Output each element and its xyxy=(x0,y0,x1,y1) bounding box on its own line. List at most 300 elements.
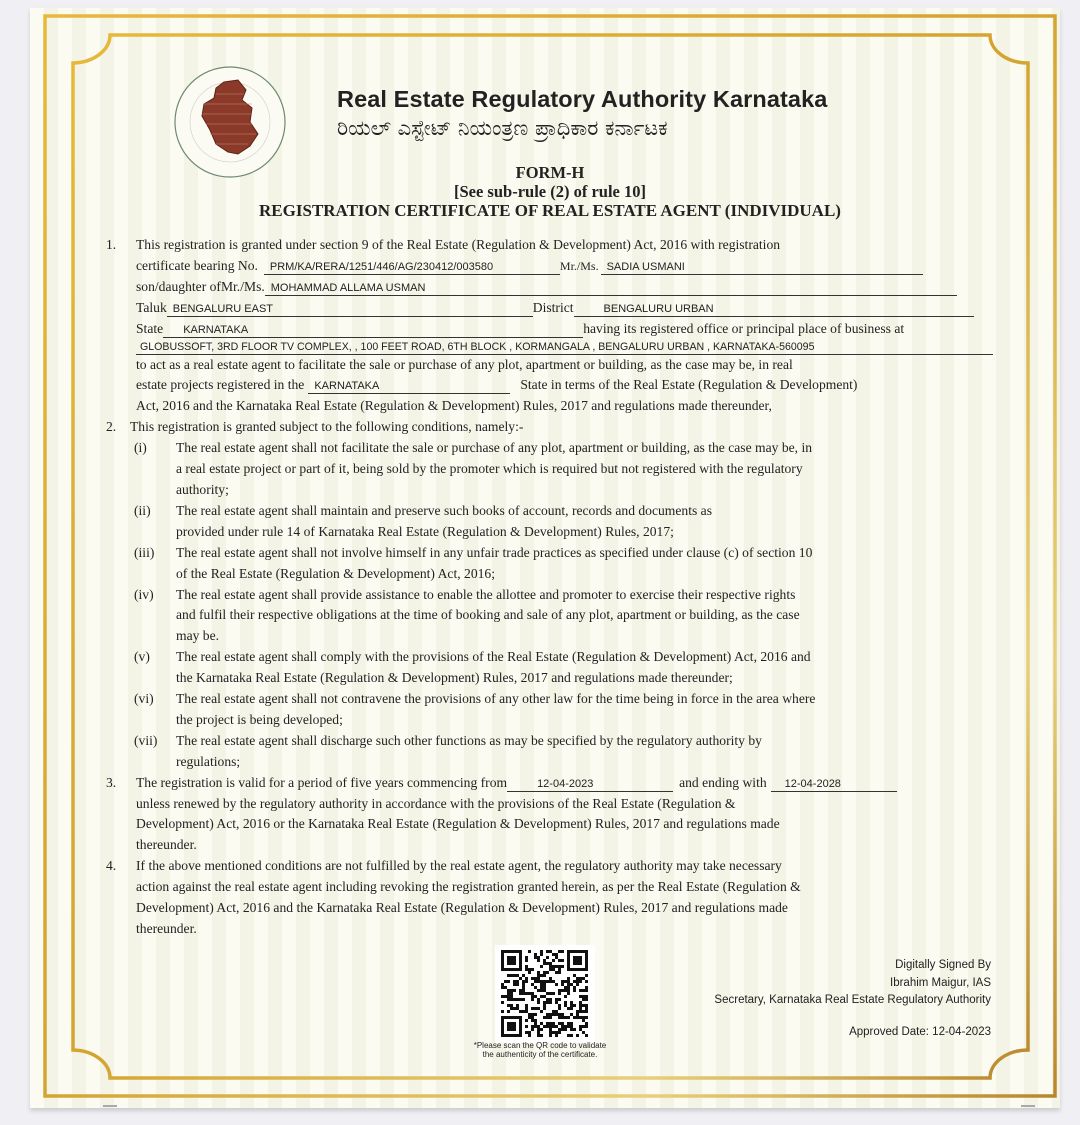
qr-module xyxy=(585,974,588,977)
certificate-title: REGISTRATION CERTIFICATE OF REAL ESTATE AGENT (INDIVIDUAL) xyxy=(259,201,841,220)
text-line: to act as a real estate agent to facilitate the sale or purchase of any plot, apartment or building, as the case may be, in real xyxy=(136,356,793,372)
district-field: BENGALURU URBAN xyxy=(574,302,974,317)
qr-module xyxy=(561,1013,564,1016)
qr-module xyxy=(507,980,510,983)
qr-module xyxy=(570,1007,573,1010)
qr-module xyxy=(546,1016,549,1019)
qr-module xyxy=(549,977,552,980)
qr-module xyxy=(540,980,543,983)
qr-module xyxy=(564,1016,567,1019)
qr-module xyxy=(555,965,558,968)
qr-module xyxy=(534,977,537,980)
qr-module xyxy=(504,995,507,998)
form-label: FORM-H xyxy=(515,163,585,182)
qr-module xyxy=(510,1007,513,1010)
qr-module xyxy=(543,983,546,986)
qr-module xyxy=(534,980,537,983)
qr-module xyxy=(555,998,558,1001)
label: State xyxy=(136,320,164,336)
qr-module xyxy=(555,1031,558,1034)
qr-module xyxy=(549,965,552,968)
condition-line xyxy=(106,731,996,752)
qr-module xyxy=(525,1010,528,1013)
qr-module xyxy=(555,956,558,959)
qr-module xyxy=(558,1016,561,1019)
qr-module xyxy=(525,1019,528,1022)
qr-module xyxy=(537,1001,540,1004)
qr-module xyxy=(579,995,582,998)
qr-module xyxy=(510,998,513,1001)
qr-module xyxy=(534,1019,537,1022)
org-name-kannada: ರಿಯಲ್ ಎಸ್ಟೇಟ್ ನಿಯಂತ್ರಣ ಪ್ರಾಧಿಕಾರ ಕರ್ನಾಟಕ xyxy=(337,116,668,140)
qr-module xyxy=(543,989,546,992)
qr-module xyxy=(549,962,552,965)
qr-module xyxy=(540,986,543,989)
qr-module xyxy=(567,1007,570,1010)
qr-module xyxy=(540,1022,543,1025)
qr-module xyxy=(501,995,504,998)
qr-module xyxy=(579,1016,582,1019)
condition-line xyxy=(106,668,996,689)
qr-module xyxy=(573,1016,576,1019)
qr-module xyxy=(531,1025,534,1028)
label: District xyxy=(532,299,574,315)
qr-module xyxy=(525,977,528,980)
qr-module xyxy=(546,950,549,953)
label: son/daughter ofMr./Ms. xyxy=(136,278,265,294)
qr-module xyxy=(510,1004,513,1007)
condition-text: the project is being developed; xyxy=(176,711,343,727)
projects-state-field: KARNATAKA xyxy=(308,379,510,394)
qr-module xyxy=(537,974,540,977)
qr-module xyxy=(552,959,555,962)
qr-module xyxy=(513,998,516,1001)
label: Taluk xyxy=(136,299,167,315)
label: and ending with xyxy=(679,774,767,790)
qr-module xyxy=(561,1016,564,1019)
condition-text: provided under rule 14 of Karnataka Real Estate (Regulation & Development) Rules, 2017; xyxy=(176,523,674,539)
qr-module xyxy=(558,998,561,1001)
qr-module xyxy=(558,971,561,974)
qr-module xyxy=(543,1007,546,1010)
qr-module xyxy=(573,986,576,989)
qr-module xyxy=(579,1001,582,1004)
qr-module xyxy=(564,995,567,998)
parent-name-field: MOHAMMAD ALLAMA USMAN xyxy=(265,281,957,296)
condition-text: The real estate agent shall not facilitate the sale or purchase of any plot, apartment or building, as the case may be, in xyxy=(176,440,813,456)
qr-module xyxy=(513,974,516,977)
condition-number: (vii) xyxy=(134,732,158,748)
condition-line xyxy=(106,522,996,543)
condition-line xyxy=(106,605,996,626)
qr-module xyxy=(546,962,549,965)
qr-module xyxy=(567,1022,570,1025)
qr-module xyxy=(564,980,567,983)
qr-module xyxy=(549,950,552,953)
qr-module xyxy=(540,974,543,977)
qr-module xyxy=(567,989,570,992)
qr-module xyxy=(543,971,546,974)
qr-module xyxy=(528,971,531,974)
qr-module xyxy=(507,1004,510,1007)
section-number: 2. xyxy=(106,419,117,435)
qr-module xyxy=(504,986,507,989)
qr-module xyxy=(540,965,543,968)
qr-module xyxy=(516,1007,519,1010)
org-name-english: Real Estate Regulatory Authority Karnataka xyxy=(337,86,828,112)
qr-module xyxy=(561,983,564,986)
qr-module xyxy=(561,1022,564,1025)
qr-module xyxy=(516,998,519,1001)
condition-line xyxy=(106,585,996,606)
qr-module xyxy=(585,986,588,989)
qr-module xyxy=(504,980,507,983)
qr-module xyxy=(579,977,582,980)
qr-module xyxy=(516,1004,519,1007)
qr-module xyxy=(525,980,528,983)
qr-module xyxy=(570,1001,573,1004)
qr-module xyxy=(543,980,546,983)
qr-module xyxy=(555,1001,558,1004)
qr-module xyxy=(564,1004,567,1007)
qr-module xyxy=(585,998,588,1001)
qr-module xyxy=(549,1028,552,1031)
qr-module xyxy=(564,1001,567,1004)
qr-module xyxy=(501,983,504,986)
section-number: 3. xyxy=(106,774,117,790)
qr-module xyxy=(573,1004,576,1007)
qr-module xyxy=(561,965,564,968)
qr-module xyxy=(576,980,579,983)
condition-line xyxy=(106,752,996,773)
qr-module xyxy=(519,992,522,995)
condition-number: (v) xyxy=(134,649,150,665)
qr-module xyxy=(507,974,510,977)
qr-module xyxy=(513,980,516,983)
condition-line xyxy=(106,480,996,501)
qr-module xyxy=(534,1007,537,1010)
signatory-designation: Secretary, Karnataka Real Estate Regulatory Authority xyxy=(714,994,991,1006)
end-date-field: 12-04-2028 xyxy=(771,777,897,792)
qr-module xyxy=(525,965,528,968)
qr-module xyxy=(570,1025,573,1028)
qr-module xyxy=(546,1013,549,1016)
qr-finder xyxy=(573,956,582,965)
condition-text: regulations; xyxy=(176,753,241,769)
qr-module xyxy=(522,980,525,983)
qr-module xyxy=(552,968,555,971)
qr-module xyxy=(546,1025,549,1028)
qr-module xyxy=(537,989,540,992)
qr-module xyxy=(525,1025,528,1028)
qr-module xyxy=(528,1013,531,1016)
qr-module xyxy=(558,1007,561,1010)
verification-qr-code[interactable] xyxy=(495,945,595,1043)
qr-module xyxy=(546,992,549,995)
page-marker xyxy=(1021,1105,1035,1107)
qr-module xyxy=(546,956,549,959)
qr-module xyxy=(552,1013,555,1016)
qr-module xyxy=(576,983,579,986)
qr-module xyxy=(567,1016,570,1019)
qr-module xyxy=(543,1016,546,1019)
qr-module xyxy=(573,989,576,992)
qr-module xyxy=(546,971,549,974)
condition-line xyxy=(106,689,996,710)
qr-module xyxy=(552,1031,555,1034)
qr-module xyxy=(540,950,543,953)
text-line: Development) Act, 2016 or the Karnataka Real Estate (Regulation & Development) Rules, 2017 and regulations made xyxy=(136,816,780,832)
qr-module xyxy=(525,968,528,971)
qr-module xyxy=(540,1010,543,1013)
qr-module xyxy=(585,1025,588,1028)
certificate-number-field: PRM/KA/RERA/1251/446/AG/230412/003580 xyxy=(264,260,560,275)
qr-module xyxy=(513,1007,516,1010)
qr-module xyxy=(531,1019,534,1022)
qr-module xyxy=(549,998,552,1001)
qr-module xyxy=(552,992,555,995)
qr-module xyxy=(543,1001,546,1004)
qr-module xyxy=(582,1019,585,1022)
qr-module xyxy=(528,1031,531,1034)
qr-module xyxy=(579,989,582,992)
qr-module xyxy=(582,977,585,980)
qr-module xyxy=(582,1025,585,1028)
section-number: 1. xyxy=(106,237,117,252)
label: having its registered office or principal place of business at xyxy=(583,320,905,336)
qr-module xyxy=(537,998,540,1001)
qr-module xyxy=(561,950,564,953)
conditions-list xyxy=(106,438,996,773)
qr-module xyxy=(534,953,537,956)
qr-module xyxy=(546,1022,549,1025)
qr-module xyxy=(555,983,558,986)
text-line: thereunder. xyxy=(136,837,197,853)
qr-module xyxy=(519,989,522,992)
qr-module xyxy=(519,977,522,980)
qr-module xyxy=(576,1010,579,1013)
qr-module xyxy=(540,1034,543,1037)
text-line: action against the real estate agent including revoking the registration granted herein, as per the Real Estate (Regulation & xyxy=(136,879,801,895)
label: estate projects registered in the xyxy=(136,377,305,393)
page-marker xyxy=(103,1105,117,1107)
qr-module xyxy=(531,983,534,986)
qr-module xyxy=(561,989,564,992)
qr-module xyxy=(582,1010,585,1013)
qr-module xyxy=(558,992,561,995)
text-line: unless renewed by the regulatory authority in accordance with the provisions of the Real Estate (Regulation & xyxy=(136,795,736,811)
text-line: This registration is granted under section 9 of the Real Estate (Regulation & Development) Act, 2016 with registration xyxy=(136,237,781,252)
qr-module xyxy=(549,1031,552,1034)
qr-module xyxy=(582,1016,585,1019)
qr-module xyxy=(531,1016,534,1019)
qr-module xyxy=(519,998,522,1001)
qr-module xyxy=(576,977,579,980)
condition-text: The real estate agent shall not involve himself in any unfair trade practices as specified under clause (c) of section 10 xyxy=(176,544,813,560)
qr-module xyxy=(585,989,588,992)
qr-module xyxy=(531,1013,534,1016)
qr-module xyxy=(531,977,534,980)
qr-module xyxy=(546,998,549,1001)
qr-module xyxy=(558,989,561,992)
qr-module xyxy=(543,959,546,962)
qr-module xyxy=(555,953,558,956)
qr-module xyxy=(582,989,585,992)
qr-module xyxy=(570,983,573,986)
qr-module xyxy=(525,1007,528,1010)
qr-module xyxy=(567,1025,570,1028)
qr-module xyxy=(552,1022,555,1025)
qr-module xyxy=(537,977,540,980)
qr-module xyxy=(522,992,525,995)
qr-module xyxy=(579,1010,582,1013)
qr-module xyxy=(555,971,558,974)
qr-module xyxy=(540,995,543,998)
qr-module xyxy=(507,1010,510,1013)
certificate-body xyxy=(106,235,996,940)
qr-module xyxy=(552,1025,555,1028)
qr-module xyxy=(558,965,561,968)
qr-module xyxy=(528,950,531,953)
qr-module xyxy=(558,1031,561,1034)
qr-module xyxy=(549,1022,552,1025)
qr-module xyxy=(576,1013,579,1016)
qr-module xyxy=(531,998,534,1001)
qr-module xyxy=(528,968,531,971)
qr-module xyxy=(585,1034,588,1037)
condition-text: The real estate agent shall comply with the provisions of the Real Estate (Regulation & Development) Act, 2016 and xyxy=(176,649,811,665)
qr-module xyxy=(534,995,537,998)
qr-module xyxy=(573,1028,576,1031)
rule-reference: [See sub-rule (2) of rule 10] xyxy=(453,182,646,201)
qr-module xyxy=(579,1007,582,1010)
qr-module xyxy=(519,1010,522,1013)
qr-module xyxy=(561,1028,564,1031)
qr-module xyxy=(522,998,525,1001)
section-number: 4. xyxy=(106,858,117,874)
qr-module xyxy=(561,959,564,962)
condition-line xyxy=(106,501,996,522)
approved-date: Approved Date: 12-04-2023 xyxy=(849,1026,991,1038)
qr-module xyxy=(528,1016,531,1019)
qr-module xyxy=(555,1010,558,1013)
qr-module xyxy=(516,983,519,986)
condition-text: a real estate project or part of it, being sold by the promoter which is required but not registered with the regulatory xyxy=(176,461,803,477)
qr-module xyxy=(585,995,588,998)
qr-module xyxy=(564,989,567,992)
signed-by-label: Digitally Signed By xyxy=(895,959,991,971)
qr-module xyxy=(543,1025,546,1028)
qr-module xyxy=(555,1013,558,1016)
condition-number: (ii) xyxy=(134,502,151,518)
qr-module xyxy=(558,1022,561,1025)
qr-module xyxy=(537,980,540,983)
qr-module xyxy=(507,998,510,1001)
qr-module xyxy=(531,992,534,995)
qr-module xyxy=(558,1028,561,1031)
qr-module xyxy=(543,962,546,965)
qr-module xyxy=(585,1016,588,1019)
condition-text: the Karnataka Real Estate (Regulation & Development) Rules, 2017 and regulations made thereunder; xyxy=(176,670,733,686)
qr-module xyxy=(567,1034,570,1037)
qr-module xyxy=(582,995,585,998)
text-line: This registration is granted subject to the following conditions, namely:- xyxy=(130,419,524,435)
qr-module xyxy=(573,980,576,983)
qr-module xyxy=(531,995,534,998)
text-line: Development) Act, 2016 and the Karnataka Real Estate (Regulation & Development) Rules, 2017 and regulations made xyxy=(136,900,788,916)
state-field: KARNATAKA xyxy=(163,323,583,338)
start-date-field: 12-04-2023 xyxy=(507,777,673,792)
qr-module xyxy=(537,971,540,974)
qr-module xyxy=(528,992,531,995)
qr-caption-line: *Please scan the QR code to validate xyxy=(473,1041,607,1050)
text-line: Act, 2016 and the Karnataka Real Estate (Regulation & Development) Rules, 2017 and regulations made thereunder, xyxy=(136,398,772,414)
qr-module xyxy=(546,1001,549,1004)
qr-module xyxy=(546,980,549,983)
condition-text: The real estate agent shall not contravene the provisions of any other law for the time being in force in the area where xyxy=(176,691,816,707)
qr-module xyxy=(507,992,510,995)
condition-line xyxy=(106,543,996,564)
qr-module xyxy=(558,950,561,953)
qr-module xyxy=(570,1004,573,1007)
qr-module xyxy=(522,1010,525,1013)
qr-module xyxy=(558,1013,561,1016)
qr-module xyxy=(564,1028,567,1031)
qr-module xyxy=(555,1034,558,1037)
condition-line xyxy=(106,710,996,731)
qr-finder xyxy=(507,956,516,965)
qr-module xyxy=(513,989,516,992)
qr-module xyxy=(531,1007,534,1010)
qr-module xyxy=(585,980,588,983)
condition-line xyxy=(106,564,996,585)
condition-line xyxy=(106,647,996,668)
qr-module xyxy=(555,1025,558,1028)
qr-module xyxy=(537,1028,540,1031)
signature-block xyxy=(714,957,991,1010)
qr-module xyxy=(534,986,537,989)
qr-module xyxy=(585,1004,588,1007)
agent-name-field: SADIA USMANI xyxy=(601,260,923,275)
qr-module xyxy=(501,1001,504,1004)
qr-module xyxy=(570,1034,573,1037)
qr-module xyxy=(537,959,540,962)
qr-module xyxy=(537,1025,540,1028)
qr-module xyxy=(534,1022,537,1025)
condition-text: may be. xyxy=(176,628,220,644)
qr-module xyxy=(570,1022,573,1025)
condition-number: (iii) xyxy=(134,544,155,560)
qr-caption xyxy=(440,1041,640,1059)
qr-module xyxy=(525,992,528,995)
signatory-name: Ibrahim Maigur, IAS xyxy=(890,976,991,989)
text-line: thereunder. xyxy=(136,921,197,936)
qr-module xyxy=(558,968,561,971)
qr-module xyxy=(537,1007,540,1010)
text-line: If the above mentioned conditions are not fulfilled by the real estate agent, the regulatory authority may take necessary xyxy=(136,858,782,874)
qr-module xyxy=(579,1025,582,1028)
qr-module xyxy=(570,1013,573,1016)
qr-module xyxy=(540,983,543,986)
qr-module xyxy=(522,989,525,992)
qr-module xyxy=(507,989,510,992)
qr-module xyxy=(549,1025,552,1028)
qr-module xyxy=(543,995,546,998)
qr-module xyxy=(540,989,543,992)
qr-module xyxy=(582,1031,585,1034)
condition-text: authority; xyxy=(176,481,229,497)
condition-line xyxy=(106,459,996,480)
